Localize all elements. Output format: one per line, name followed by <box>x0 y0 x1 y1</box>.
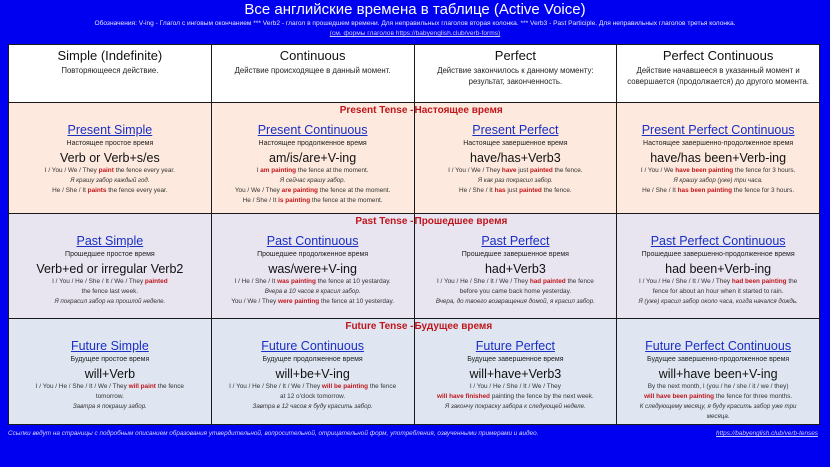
example-translation: Я крашу забор (уже) три часа. <box>673 177 763 184</box>
column-title: Continuous <box>279 48 346 63</box>
example-sentence: I am painting the fence at the moment. <box>256 167 369 174</box>
cell-present-simple <box>9 103 212 214</box>
row-banner-en: Past Tense - <box>355 216 414 227</box>
tense-formula: will+be+V-ing <box>275 367 350 381</box>
example-sentence: By the next month, I (you / he / she / it / we / they) <box>647 383 789 390</box>
example-sentence: He / She / It has been painting the fence for 3 hours. <box>642 187 795 194</box>
example-sentence: I / You / We / They paint the fence every year. <box>44 167 175 174</box>
example-translation: Вчера в 10 часов я красил забор. <box>264 288 361 295</box>
tense-link-present-perfect-continuous[interactable]: Present Perfect Continuous <box>641 123 795 137</box>
tense-link-present-perfect[interactable]: Present Perfect <box>472 123 559 137</box>
example-sentence-cont: will have finished painting the fence by the next week. <box>437 393 594 400</box>
tense-link-future-continuous[interactable]: Future Continuous <box>261 339 365 353</box>
example-sentence-cont: fence for about an hour when it started to rain. <box>652 288 784 295</box>
tense-formula: have/has been+Verb-ing <box>650 151 787 165</box>
tense-link-past-perfect-continuous[interactable]: Past Perfect Continuous <box>650 234 786 248</box>
cell-future-simple <box>9 319 212 425</box>
example-translation: Я крашу забор каждый год. <box>70 177 150 184</box>
tense-formula: will+have been+V-ing <box>658 367 778 381</box>
cell-future-perfect <box>414 319 617 425</box>
tense-link-future-perfect[interactable]: Future Perfect <box>475 339 555 353</box>
cell-past-perfect <box>414 214 617 319</box>
column-description: Действие происходящее в данный момент. <box>234 66 391 75</box>
example-translation: Я как раз покрасил забор. <box>477 177 553 184</box>
tense-link-past-continuous[interactable]: Past Continuous <box>266 234 359 248</box>
column-title: Simple (Indefinite) <box>57 48 163 63</box>
cell-present-perfect-continuous <box>617 103 820 214</box>
tense-formula: had+Verb3 <box>484 262 546 276</box>
column-description: Действие начавшееся в указанный момент и совершается (продолжается) до другого момента. <box>627 66 809 86</box>
example-translation: Завтра в 12 часов я буду красить забор. <box>252 403 373 410</box>
tense-link-present-simple[interactable]: Present Simple <box>67 123 153 137</box>
past-tense-row <box>9 214 820 319</box>
column-header-simple <box>9 45 212 103</box>
tense-russian-name: Настоящее простое время <box>66 140 154 147</box>
example-sentence: I / You / He / She / It / We / They <box>469 383 561 390</box>
tense-link-present-continuous[interactable]: Present Continuous <box>257 123 368 137</box>
example-translation: Я (уже) красил забор около часа, когда начался дождь. <box>638 298 798 305</box>
column-title: Perfect Continuous <box>662 48 774 63</box>
row-banner-en: Future Tense - <box>345 321 414 332</box>
example-sentence: You / We / They are painting the fence at the moment. <box>234 187 391 194</box>
example-translation: Я закончу покраску забора к следующей неделе. <box>444 403 586 410</box>
example-sentence: I / You / We / They have just painted the fence. <box>448 167 583 174</box>
cell-past-simple <box>9 214 212 319</box>
tense-formula: Verb+ed or irregular Verb2 <box>36 262 184 276</box>
column-header-row <box>9 45 820 103</box>
cell-present-perfect <box>414 103 617 214</box>
example-translation: Вчера, до твоего возвращения домой, я красил забор. <box>435 298 595 305</box>
tense-russian-name: Прошедшее простое время <box>65 251 155 258</box>
column-description: Повторяющееся действие. <box>61 66 159 75</box>
cell-present-continuous <box>211 103 414 214</box>
example-sentence: I / He / She / It was painting the fence at 10 yestarday. <box>234 278 391 285</box>
tense-russian-name: Настоящее завершенно-продолженное время <box>643 140 794 147</box>
example-sentence-cont: tomorrow. <box>95 393 124 400</box>
cell-future-continuous <box>211 319 414 425</box>
tenses-table <box>8 44 820 425</box>
example-sentence-cont: at 12 o'clock tomorrow. <box>280 393 346 400</box>
row-banner-ru: Будущее время <box>414 321 493 332</box>
tense-russian-name: Будущее продолженное время <box>262 356 363 363</box>
example-translation: Завтра я покрашу забор. <box>72 403 147 410</box>
footer-note: Ссылки ведут на страницы с подробным описанием образования утвердительной, вопросительной, отрицательной форм, употребления, озвученными примерами и видео. <box>8 430 539 437</box>
tense-russian-name: Будущее завершенное время <box>467 356 564 363</box>
tense-russian-name: Прошедшее завершенно-продолженное время <box>641 251 795 258</box>
column-header-continuous <box>211 45 414 103</box>
cell-past-perfect-continuous <box>617 214 820 319</box>
future-tense-row <box>9 319 820 425</box>
column-header-perfect <box>414 45 617 103</box>
tense-russian-name: Прошедшее завершенное время <box>461 251 569 258</box>
example-sentence: He / She / It has just painted the fence. <box>459 187 572 194</box>
example-sentence: I / You / He / She / It / We / They painted <box>52 278 168 285</box>
page-title: Все английские времена в таблице (Active Voice) <box>244 1 586 18</box>
present-tense-row <box>9 103 820 214</box>
row-banner-ru: Прошедшее время <box>414 216 508 227</box>
tense-formula: Verb or Verb+s/es <box>60 151 160 165</box>
tense-formula: will+have+Verb3 <box>469 367 562 381</box>
column-title: Perfect <box>494 48 536 63</box>
tense-russian-name: Прошедшее продолженное время <box>257 251 369 258</box>
example-sentence-cont: the fence last week. <box>81 288 139 295</box>
example-sentence: I / You / We have been painting the fence for 3 hours. <box>640 167 796 174</box>
tense-russian-name: Настоящее продолженное время <box>258 140 367 147</box>
tense-formula: am/is/are+V-ing <box>269 151 357 165</box>
example-sentence: I / You / He / She / It / We / They will be painting the fence <box>229 383 397 390</box>
row-banner-en: Present Tense - <box>339 105 414 116</box>
example-sentence-cont: before you came back home yesterday. <box>459 288 572 295</box>
example-translation: Я сейчас крашу забор. <box>279 177 346 184</box>
example-sentence: I / You / He / She / It / We / They had painted the fence <box>436 278 594 285</box>
tense-formula: have/has+Verb3 <box>470 151 561 165</box>
tense-link-past-perfect[interactable]: Past Perfect <box>481 234 550 248</box>
example-sentence-cont: will have been painting the fence for three months. <box>644 393 793 400</box>
example-translation: Я покрасил забор на прошлой неделе. <box>54 298 166 305</box>
row-banner-ru: Настоящее время <box>414 105 503 116</box>
example-sentence: I / You / He / She / It / We / They had been painting the <box>639 278 798 285</box>
example-translation: К следующему месяцу, я буду красить забор уже три месяца. <box>639 403 797 420</box>
tense-link-future-perfect-continuous[interactable]: Future Perfect Continuous <box>645 339 792 353</box>
tense-formula: will+Verb <box>84 367 136 381</box>
tense-formula: had been+Verb-ing <box>665 262 772 276</box>
example-sentence: I / You / He / She / It / We / They will paint the fence <box>35 383 184 390</box>
example-sentence: He / She / It is painting the fence at the moment. <box>242 197 383 204</box>
cell-past-continuous <box>211 214 414 319</box>
tense-russian-name: Будущее завершенно-продолженное время <box>647 356 790 363</box>
cell-future-perfect-continuous <box>617 319 820 425</box>
example-sentence: You / We / They were painting the fence at 10 yesterday. <box>231 298 395 305</box>
tense-russian-name: Настоящее завершенное время <box>463 140 568 147</box>
tense-russian-name: Будущее простое время <box>70 356 150 363</box>
column-description: Действие закончилось к данному моменту: результат, законченность. <box>437 66 594 86</box>
example-sentence: He / She / It paints the fence every year. <box>52 187 168 194</box>
tense-formula: was/were+V-ing <box>268 262 357 276</box>
column-header-perfect-continuous <box>617 45 820 103</box>
tense-link-future-simple[interactable]: Future Simple <box>70 339 149 353</box>
notation-legend: Обозначения: V-ing - Глагол с инговым окончанием *** Verb2 - глагол в прошедшем времени. Для неправильных глаголов вторая колонка. *** Verb3 - Past Participle. Для неправильных глаголов третья колонка. <box>94 20 736 27</box>
tense-link-past-simple[interactable]: Past Simple <box>76 234 144 248</box>
verb-forms-link[interactable]: (см. формы глаголов https://babyenglish.club/verb-forms) <box>329 30 501 37</box>
verb-tenses-link[interactable]: https://babyenglish.club/verb-tenses <box>716 430 818 437</box>
